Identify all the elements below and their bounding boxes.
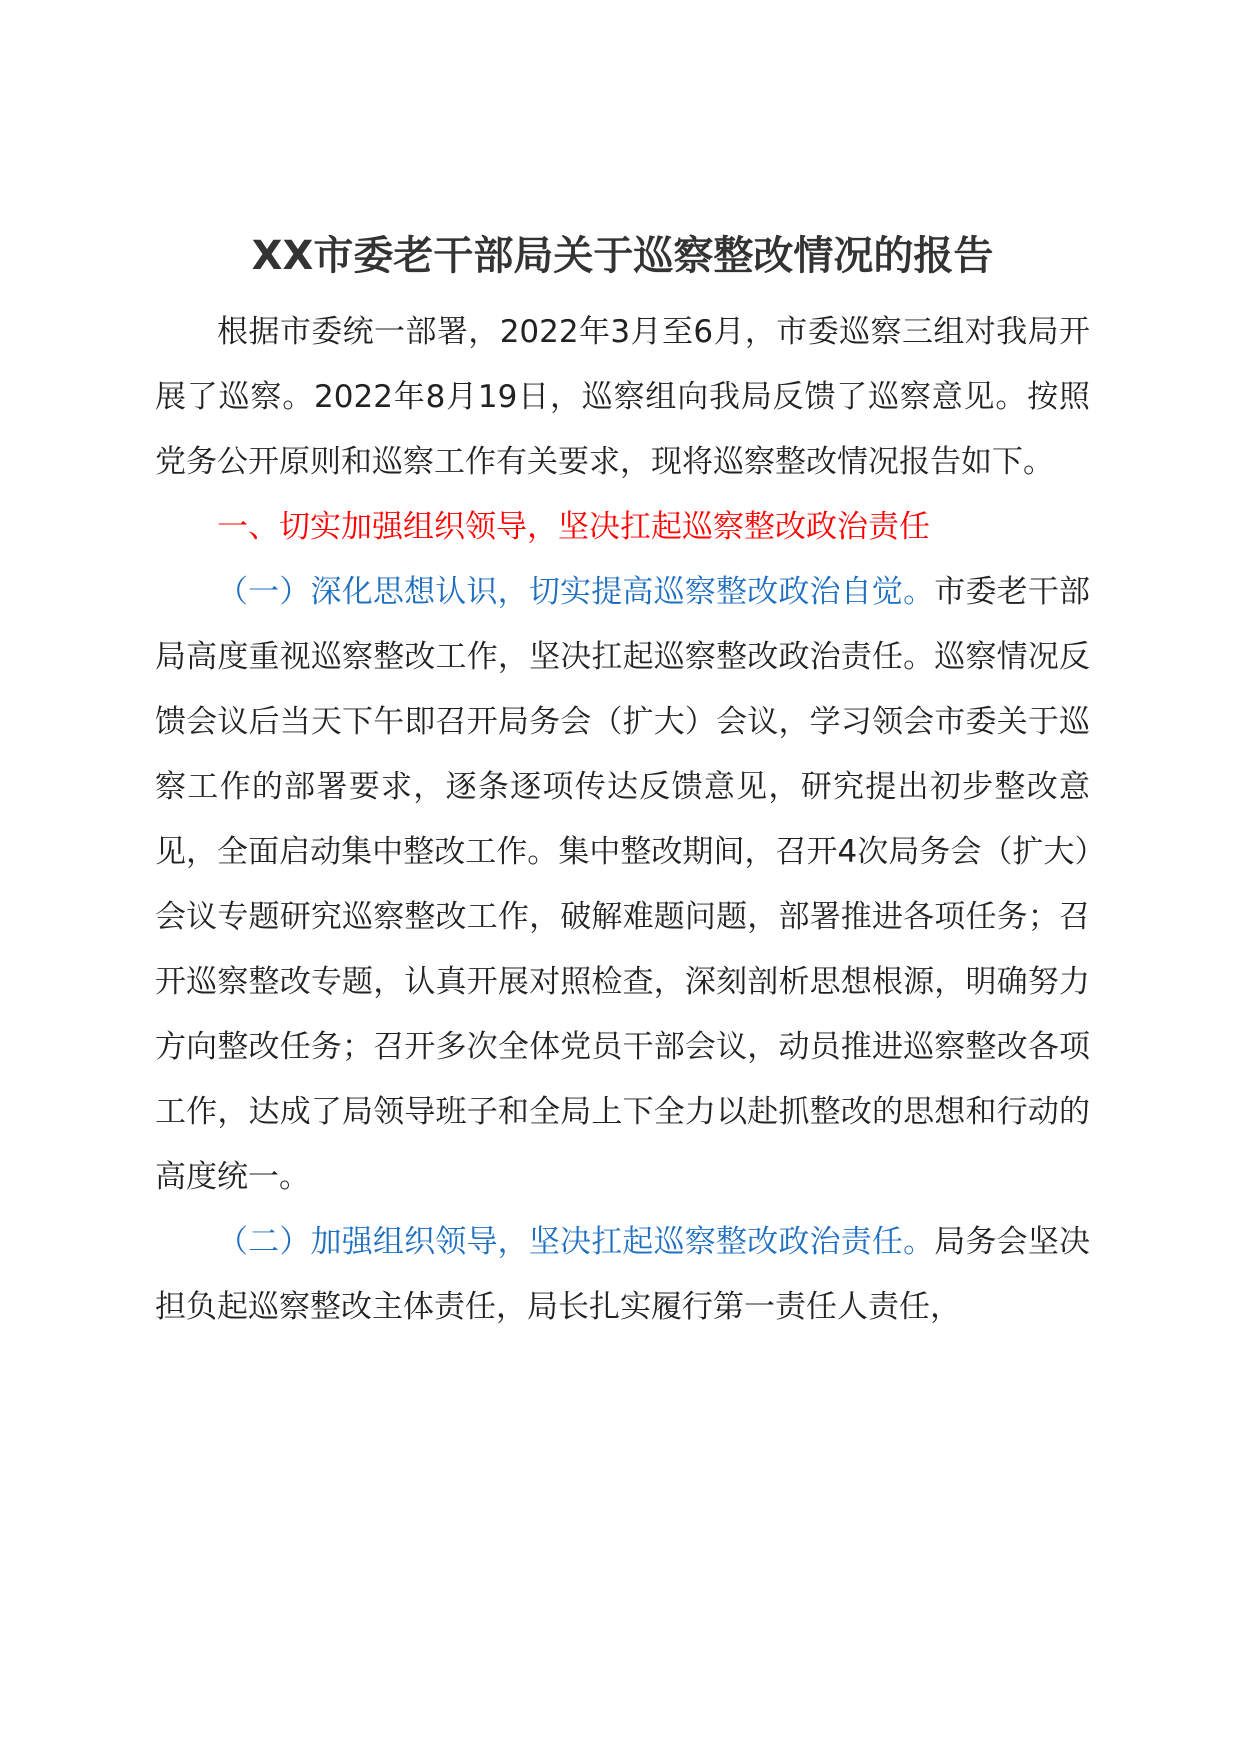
item-2-body: 局务会坚决担负起巡察整改主体责任，局长扎实履行第一责任人责任，	[155, 1224, 1091, 1325]
item-2-heading: （二）加强组织领导，坚决扛起巡察整改政治责任。	[217, 1224, 935, 1260]
item-1-body: 市委老干部局高度重视巡察整改工作，坚决扛起巡察整改政治责任。巡察情况反馈会议后当天下午即召开局务会（扩大）会议，学习领会市委关于巡察工作的部署要求，逐条逐项传达反馈意见，研究提出初步整改意见，全面启动集中整改工作。集中整改期间，召开4次局务会（扩大）会议专题研究巡察整改工作，破解难题问题，部署推进各项任务；召开巡察整改专题，认真开展对照检查，深刻剖析思想根源，明确努力方向整改任务；召开多次全体党员干部会议，动员推进巡察整改各项工作，达成了局领导班子和全局上下全力以赴抓整改的思想和行动的高度统一。	[155, 574, 1091, 1195]
item-1-heading: （一）深化思想认识，切实提高巡察整改政治自觉。	[217, 574, 935, 610]
intro-paragraph: 根据市委统一部署，2022年3月至6月，市委巡察三组对我局开展了巡察。2022年8月19日，巡察组向我局反馈了巡察意见。按照党务公开原则和巡察工作有关要求，现将巡察整改情况报告如下。	[155, 314, 1090, 480]
item-2-paragraph	[155, 1210, 1090, 1340]
section-heading-1: 一、切实加强组织领导，坚决扛起巡察整改政治责任	[217, 509, 930, 545]
document-title: XX市委老干部局关于巡察整改情况的报告	[251, 233, 994, 279]
item-1-paragraph	[155, 560, 1090, 1210]
document-content	[155, 228, 1090, 1340]
